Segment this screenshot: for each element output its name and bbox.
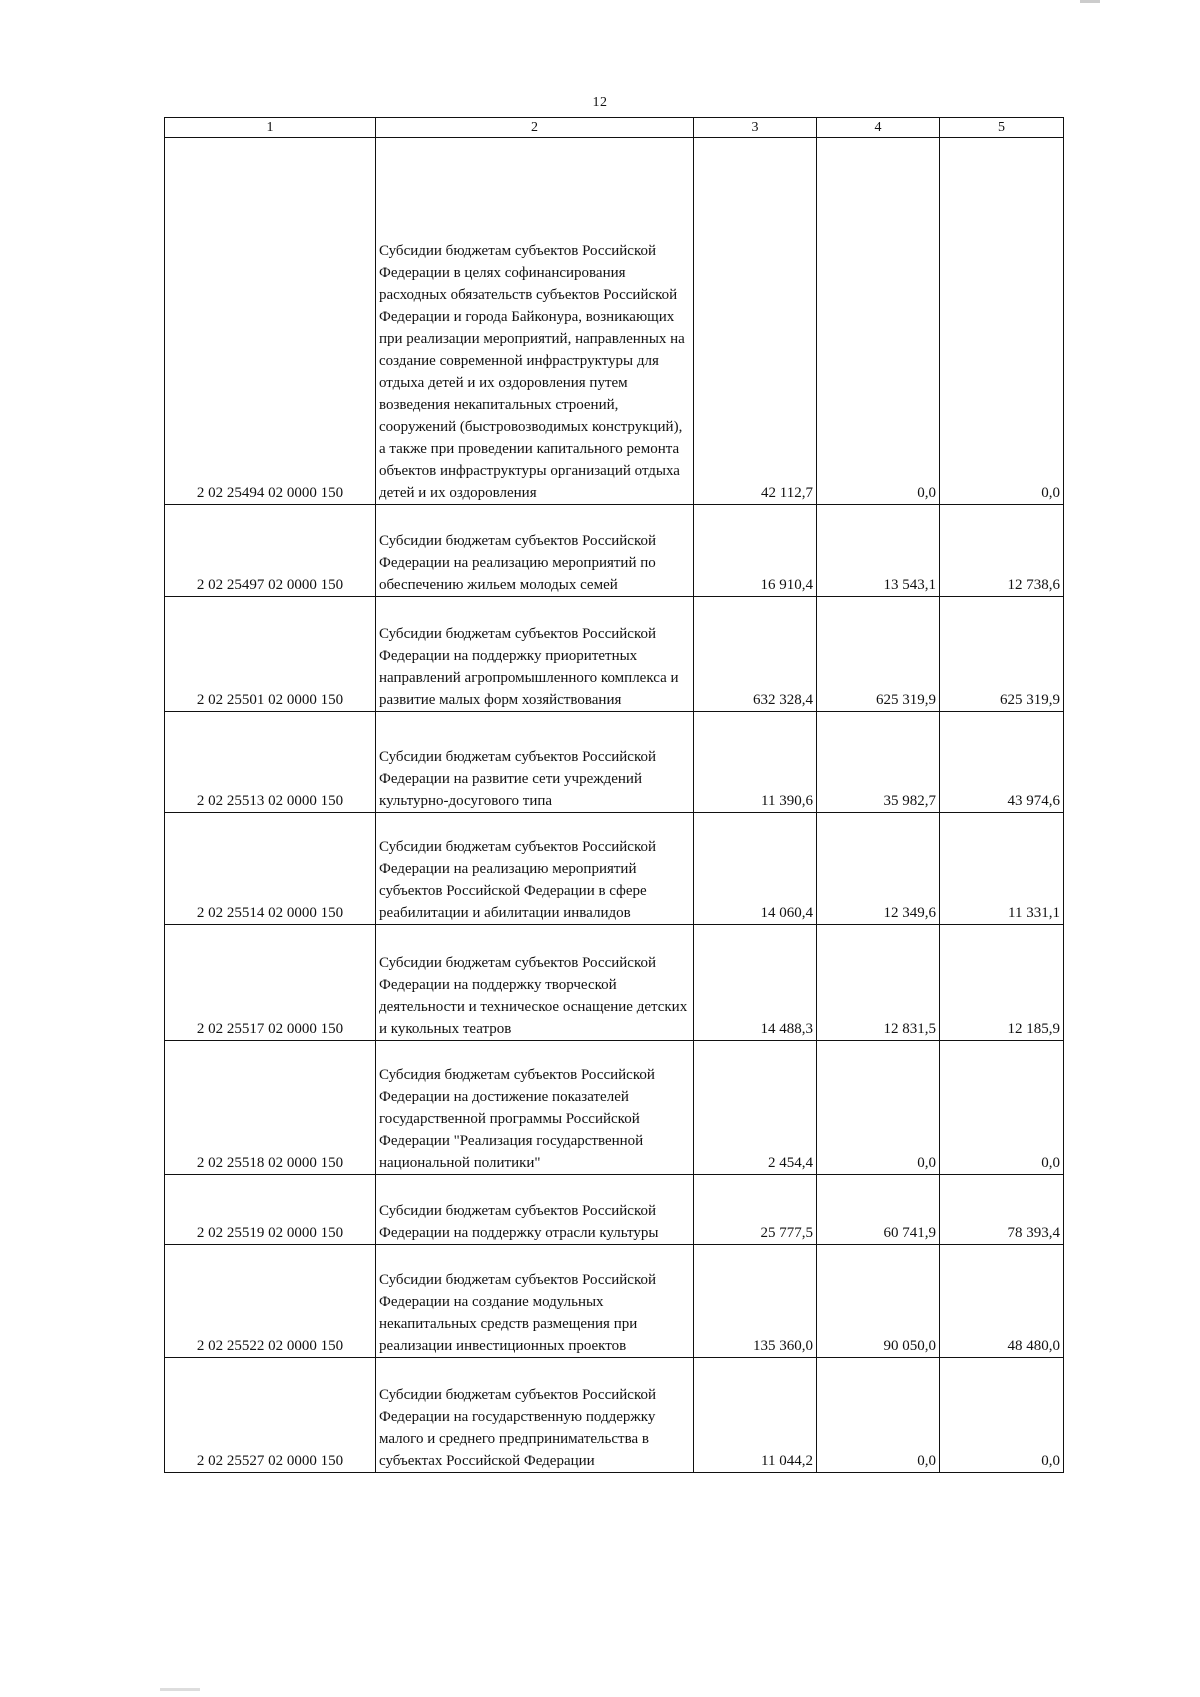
table-row bbox=[165, 813, 1064, 925]
scan-artifact bbox=[1080, 0, 1100, 3]
row-description: Субсидии бюджетам субъектов Российской Федерации на поддержку творческой деятельности и техническое оснащение детских и кукольных театров bbox=[376, 925, 694, 1041]
header-col-1: 1 bbox=[165, 118, 376, 138]
value-col-3: 632 328,4 bbox=[694, 597, 817, 712]
value-col-4: 12 831,5 bbox=[817, 925, 940, 1041]
budget-code: 2 02 25501 02 0000 150 bbox=[165, 597, 376, 712]
table-body bbox=[165, 138, 1064, 1473]
budget-code: 2 02 25494 02 0000 150 bbox=[165, 138, 376, 505]
table-row bbox=[165, 712, 1064, 813]
value-col-5: 0,0 bbox=[940, 1041, 1064, 1175]
scan-artifact bbox=[160, 1688, 200, 1691]
row-description: Субсидии бюджетам субъектов Российской Федерации на поддержку отрасли культуры bbox=[376, 1175, 694, 1245]
value-col-3: 14 488,3 bbox=[694, 925, 817, 1041]
value-col-4: 90 050,0 bbox=[817, 1245, 940, 1358]
value-col-4: 13 543,1 bbox=[817, 505, 940, 597]
budget-code: 2 02 25513 02 0000 150 bbox=[165, 712, 376, 813]
value-col-5: 78 393,4 bbox=[940, 1175, 1064, 1245]
budget-code: 2 02 25527 02 0000 150 bbox=[165, 1358, 376, 1473]
value-col-4: 0,0 bbox=[817, 138, 940, 505]
budget-code: 2 02 25517 02 0000 150 bbox=[165, 925, 376, 1041]
budget-code: 2 02 25514 02 0000 150 bbox=[165, 813, 376, 925]
table-row bbox=[165, 505, 1064, 597]
value-col-4: 60 741,9 bbox=[817, 1175, 940, 1245]
value-col-3: 42 112,7 bbox=[694, 138, 817, 505]
value-col-3: 11 390,6 bbox=[694, 712, 817, 813]
value-col-3: 2 454,4 bbox=[694, 1041, 817, 1175]
header-col-3: 3 bbox=[694, 118, 817, 138]
row-description: Субсидии бюджетам субъектов Российской Федерации на развитие сети учреждений культурно-досугового типа bbox=[376, 712, 694, 813]
value-col-5: 0,0 bbox=[940, 1358, 1064, 1473]
value-col-5: 0,0 bbox=[940, 138, 1064, 505]
value-col-5: 48 480,0 bbox=[940, 1245, 1064, 1358]
value-col-3: 135 360,0 bbox=[694, 1245, 817, 1358]
budget-table bbox=[164, 117, 1064, 1473]
value-col-3: 14 060,4 bbox=[694, 813, 817, 925]
row-description: Субсидии бюджетам субъектов Российской Федерации на государственную поддержку малого и среднего предпринимательства в субъектах Российской Федерации bbox=[376, 1358, 694, 1473]
budget-code: 2 02 25522 02 0000 150 bbox=[165, 1245, 376, 1358]
value-col-4: 0,0 bbox=[817, 1041, 940, 1175]
value-col-5: 12 738,6 bbox=[940, 505, 1064, 597]
value-col-3: 16 910,4 bbox=[694, 505, 817, 597]
budget-code: 2 02 25519 02 0000 150 bbox=[165, 1175, 376, 1245]
table-row bbox=[165, 597, 1064, 712]
budget-code: 2 02 25497 02 0000 150 bbox=[165, 505, 376, 597]
table-row bbox=[165, 1245, 1064, 1358]
table-row bbox=[165, 925, 1064, 1041]
table-row bbox=[165, 138, 1064, 505]
value-col-4: 0,0 bbox=[817, 1358, 940, 1473]
value-col-3: 11 044,2 bbox=[694, 1358, 817, 1473]
value-col-3: 25 777,5 bbox=[694, 1175, 817, 1245]
page-number: 12 bbox=[592, 95, 608, 110]
row-description: Субсидии бюджетам субъектов Российской Федерации на реализацию мероприятий субъектов Российской Федерации в сфере реабилитации и абилитации инвалидов bbox=[376, 813, 694, 925]
table-header bbox=[165, 118, 1064, 138]
value-col-4: 625 319,9 bbox=[817, 597, 940, 712]
value-col-5: 625 319,9 bbox=[940, 597, 1064, 712]
header-col-4: 4 bbox=[817, 118, 940, 138]
row-description: Субсидии бюджетам субъектов Российской Федерации в целях софинансирования расходных обязательств субъектов Российской Федерации и города Байконура, возникающих при реализации мероприятий, направленных на создание современной инфраструктуры для отдыха детей и их оздоровления путем возведения некапитальных строений, сооружений (быстровозводимых конструкций), а также при проведении капитального ремонта объектов инфраструктуры организаций отдыха детей и их оздоровления bbox=[376, 138, 694, 505]
row-description: Субсидия бюджетам субъектов Российской Федерации на достижение показателей государственной программы Российской Федерации "Реализация государственной национальной политики" bbox=[376, 1041, 694, 1175]
value-col-5: 11 331,1 bbox=[940, 813, 1064, 925]
table-row bbox=[165, 1175, 1064, 1245]
budget-code: 2 02 25518 02 0000 150 bbox=[165, 1041, 376, 1175]
row-description: Субсидии бюджетам субъектов Российской Федерации на создание модульных некапитальных средств размещения при реализации инвестиционных проектов bbox=[376, 1245, 694, 1358]
value-col-4: 35 982,7 bbox=[817, 712, 940, 813]
row-description: Субсидии бюджетам субъектов Российской Федерации на реализацию мероприятий по обеспечению жильем молодых семей bbox=[376, 505, 694, 597]
value-col-5: 43 974,6 bbox=[940, 712, 1064, 813]
header-row bbox=[165, 118, 1064, 138]
value-col-5: 12 185,9 bbox=[940, 925, 1064, 1041]
header-col-5: 5 bbox=[940, 118, 1064, 138]
row-description: Субсидии бюджетам субъектов Российской Федерации на поддержку приоритетных направлений агропромышленного комплекса и развитие малых форм хозяйствования bbox=[376, 597, 694, 712]
value-col-4: 12 349,6 bbox=[817, 813, 940, 925]
header-col-2: 2 bbox=[376, 118, 694, 138]
table-row bbox=[165, 1041, 1064, 1175]
table-row bbox=[165, 1358, 1064, 1473]
